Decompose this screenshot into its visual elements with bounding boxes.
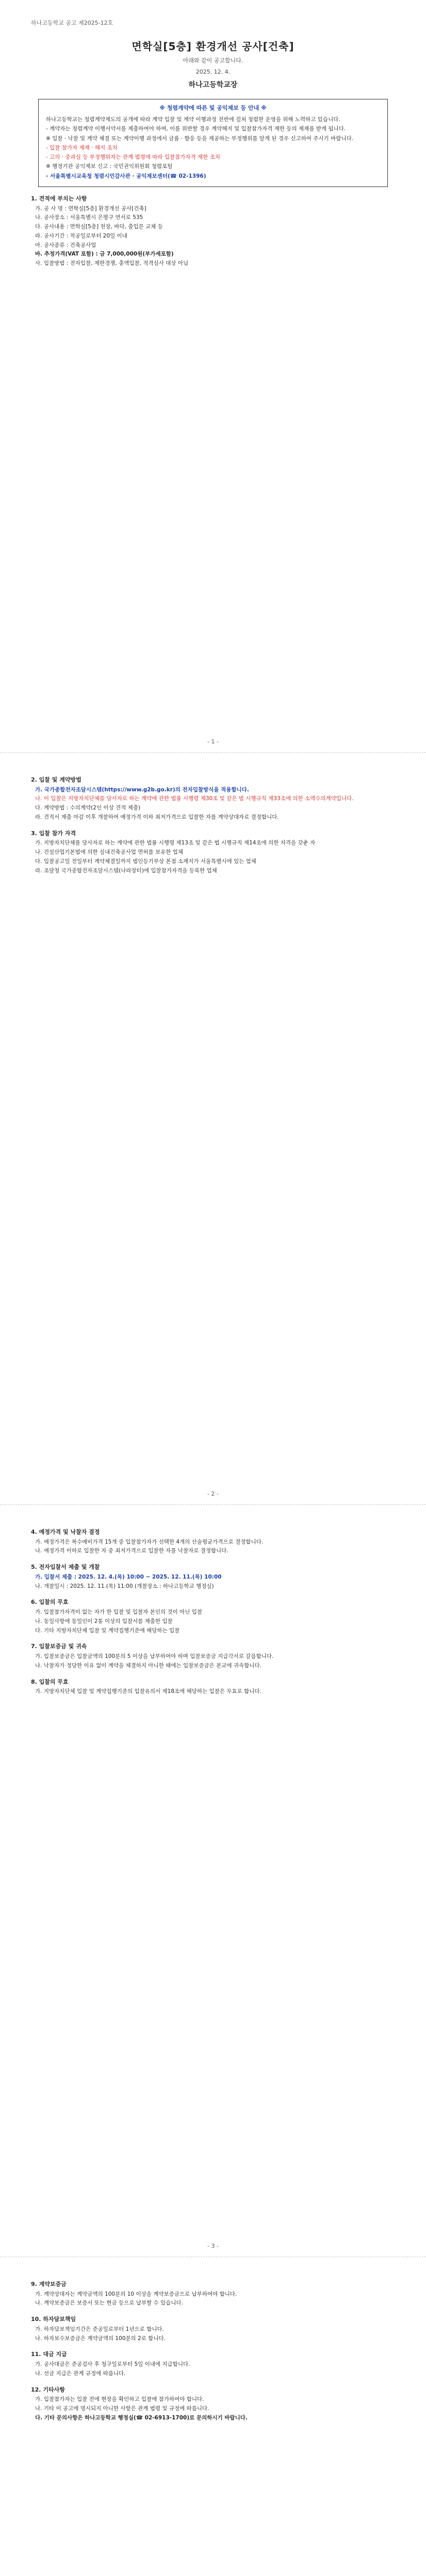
document-page-2 [0, 752, 426, 1504]
section-line: 가. 공사대금은 준공검사 후 청구일로부터 5일 이내에 지급합니다. [35, 2361, 190, 2367]
section-11 [31, 2350, 395, 2378]
document-page-3 [0, 1504, 426, 2257]
section-title: 7. 입찰보증금 및 귀속 [31, 1643, 87, 1650]
notice-line: ※ 입찰 · 낙찰 및 계약 체결 또는 계약이행 과정에서 금품 · 향응 등을 제공하는 부정행위를 알게 된 경우 신고하여 주시기 바랍니다. [46, 135, 354, 142]
section-7 [31, 1642, 395, 1670]
section-line: 가. 입찰서 제출 : 2025. 12. 4.(목) 10:00 ~ 2025. 12. 11.(목) 10:00 [35, 1573, 222, 1580]
section-line: 마. 공사종류 : 건축공사업 [35, 242, 96, 248]
section-line: 가. 하자담보책임기간은 준공일로부터 1년으로 합니다. [35, 2326, 164, 2332]
section-8 [31, 1677, 395, 1696]
section-line: 가. 공 사 명 : 면학실[5층] 환경개선 공사[건축] [35, 205, 146, 212]
page-number: - 2 - [207, 1490, 219, 1497]
section-1 [31, 194, 395, 268]
section-9 [31, 2280, 395, 2308]
section-line: 나. 낙찰자가 정당한 이유 없이 계약을 체결하지 아니한 때에는 입찰보증금은 본교에 귀속합니다. [35, 1662, 261, 1669]
notice-line: - 서울특별시교육청 청렴시민감사관 · 공익제보센터(☎ 02-1396) [46, 173, 206, 179]
section-6 [31, 1598, 395, 1635]
section-line: 가. 지방자치단체를 당사자로 하는 계약에 관한 법률 시행령 제13조 및 같은 법 시행규칙 제14조에 의한 자격을 갖춘 자 [35, 840, 316, 846]
section-line: 나. 선금 지급은 관계 규정에 따릅니다. [35, 2370, 126, 2377]
section-2 [31, 775, 395, 822]
document-page-1 [0, 0, 426, 752]
section-title: 8. 입찰의 무효 [31, 1678, 69, 1685]
section-10 [31, 2315, 395, 2343]
page-number: - 1 - [207, 738, 219, 745]
notice-line: - 고의 · 중과실 등 부정행위자는 관계 법령에 따라 입찰참가자격 제한 조치 [46, 154, 220, 161]
section-5 [31, 1563, 395, 1590]
section-line: 가. 입찰보증금은 입찰금액의 100분의 5 이상을 납부하여야 하며 입찰보증금 지급각서로 갈음합니다. [35, 1653, 274, 1659]
section-title: 12. 기타사항 [31, 2386, 65, 2393]
notice-line: ※ 행정기관 공익제보 신고 : 국민권익위원회 청렴포털 [46, 163, 173, 170]
section-line: 가. 입찰참가자격이 없는 자가 한 입찰 및 입찰자 본인의 것이 아닌 입찰 [35, 1608, 203, 1615]
section-4 [31, 1528, 395, 1555]
section-line: 나. 건설산업기본법에 의한 실내건축공사업 면허를 보유한 업체 [35, 849, 184, 856]
document-title: 면학실[5층] 환경개선 공사[건축] [132, 40, 294, 53]
section-line: 바. 추정가격(VAT 포함) : 금 7,000,000원(부가세포함) [35, 251, 174, 258]
notice-line: - 계약자는 청렴계약 이행서약서를 제출하여야 하며, 이를 위반할 경우 계약해지 및 입찰참가자격 제한 등의 제재를 받게 됩니다. [46, 126, 346, 132]
section-line: 가. 예정가격은 복수예비가격 15개 중 입찰참가자가 선택한 4개의 산술평균가격으로 결정합니다. [35, 1538, 264, 1545]
notice-line: 하나고등학교는 청렴계약제도의 공개에 따라 계약 입찰 및 계약 이행과정 전반에 걸쳐 청렴한 운영을 위해 노력하고 있습니다. [46, 116, 340, 123]
section-line: 다. 기타 지방자치단체 입찰 및 계약집행기준에 해당하는 입찰 [35, 1627, 180, 1634]
section-line: 사. 입찰방법 : 전자입찰, 제한경쟁, 총액입찰, 적격심사 대상 아님 [35, 260, 189, 267]
page-number: - 3 - [207, 2243, 219, 2249]
section-line: 나. 하자보수보증금은 계약금액의 100분의 2로 합니다. [35, 2335, 166, 2342]
section-line: 나. 이 입찰은 지방자치단체를 당사자로 하는 계약에 관한 법률 시행령 제30조 및 같은 법 시행규칙 제33조에 의한 소액수의계약입니다. [35, 795, 354, 802]
section-line: 라. 공사기간 : 착공일로부터 20일 이내 [35, 232, 127, 239]
section-line: 라. 조달청 국가종합전자조달시스템(나라장터)에 입찰참가자격을 등록한 업체 [35, 867, 217, 874]
section-title: 9. 계약보증금 [31, 2281, 67, 2287]
section-line: 다. 기타 문의사항은 하나고등학교 행정실(☎ 02-6913-1700)로 문의하시기 바랍니다. [35, 2414, 248, 2421]
section-3 [31, 829, 395, 875]
section-line: 나. 공사장소 : 서울특별시 은평구 연서로 535 [35, 214, 143, 221]
section-line: 가. 지방자치단체 입찰 및 계약집행기준의 입찰유의서 제18조에 해당하는 입찰은 무효로 합니다. [35, 1688, 261, 1695]
section-12 [31, 2385, 395, 2422]
section-line: 나. 개찰일시 : 2025. 12. 11.(목) 11:00 (개찰장소 : 하나고등학교 행정실) [35, 1583, 214, 1589]
section-line: 라. 견적서 제출 마감 이후 개찰하여 예정가격 이하 최저가격으로 입찰한 자를 계약상대자로 결정합니다. [35, 814, 279, 820]
section-title: 5. 전자입찰서 제출 및 개찰 [31, 1564, 100, 1571]
section-line: 나. 기타 이 공고에 명시되지 아니한 사항은 관계 법령 및 규정에 따릅니다. [35, 2405, 209, 2412]
section-title: 4. 예정가격 및 낙찰자 결정 [31, 1529, 100, 1535]
section-line: 다. 계약방법 : 수의계약(2인 이상 견적 제출) [35, 805, 141, 811]
section-title: 3. 입찰 참가 자격 [31, 829, 76, 837]
notice-line: - 입찰 참가자 제재 · 해지 조치 [46, 144, 118, 151]
section-line: 나. 계약보증금은 보증서 또는 현금 등으로 납부할 수 있습니다. [35, 2300, 183, 2307]
section-line: 나. 동일사항에 동일인이 2통 이상의 입찰서를 제출한 입찰 [35, 1618, 173, 1624]
section-title: 11. 대금 지급 [31, 2351, 67, 2358]
document-page-4 [0, 2257, 426, 2576]
document-subtitle: 아래와 같이 공고합니다. [183, 57, 243, 64]
section-line: 나. 예정가격 이하로 입찰한 자 중 최저가격으로 입찰한 자를 낙찰자로 결정합니다. [35, 1548, 228, 1554]
notice-number: 하나고등학교 공고 제2025-12호 [31, 20, 113, 26]
document-issuer: 하나고등학교장 [188, 81, 238, 89]
section-title: 10. 하자담보책임 [31, 2316, 76, 2323]
section-line: 가. 국가종합전자조달시스템(https://www.g2b.go.kr)의 전자입찰방식을 적용합니다. [35, 786, 249, 793]
section-line: 가. 입찰참가자는 입찰 전에 현장을 확인하고 입찰에 참가하여야 합니다. [35, 2396, 204, 2403]
document-date: 2025. 12. 4. [195, 69, 231, 75]
section-line: 다. 입찰공고일 전일부터 계약체결일까지 법인등기부상 본점 소재지가 서울특별시에 있는 업체 [35, 858, 256, 865]
section-line: 가. 계약상대자는 계약금액의 100분의 10 이상을 계약보증금으로 납부하여야 합니다. [35, 2291, 237, 2297]
section-line: 다. 공사내용 : 면학실[5층] 천장, 바닥, 출입문 교체 등 [35, 224, 163, 230]
integrity-notice-box [38, 99, 388, 187]
section-title: 6. 입찰의 무효 [31, 1599, 69, 1606]
section-title: 2. 입찰 및 계약방법 [31, 776, 81, 783]
notice-box-title: ※ 청렴계약에 따른 및 공익제보 등 안내 ※ [159, 105, 267, 111]
section-title: 1. 견적에 부치는 사항 [31, 195, 87, 202]
